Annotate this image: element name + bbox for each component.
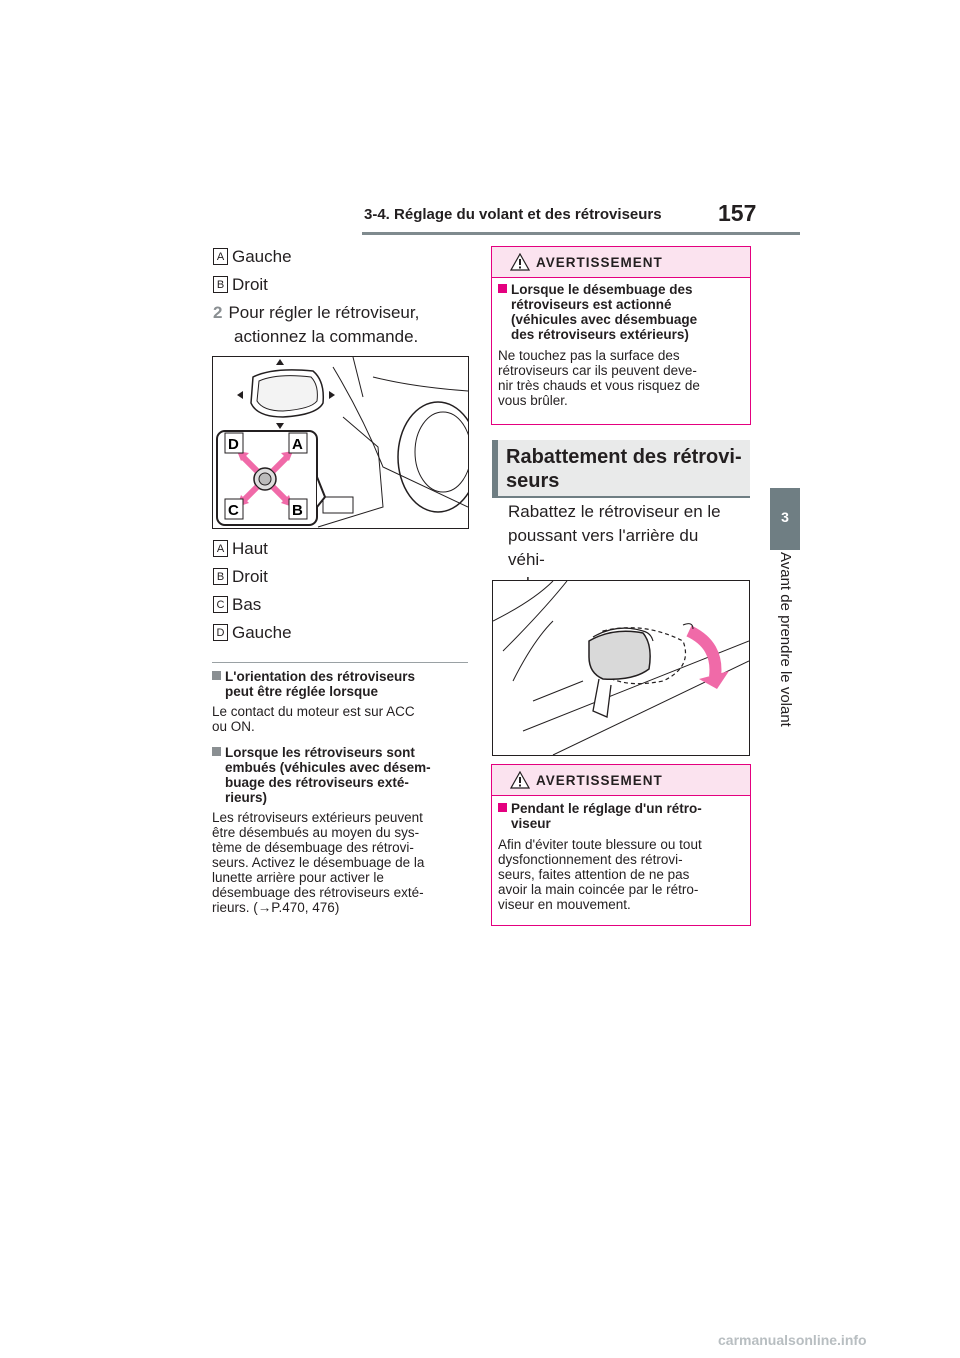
warning-subheading: Pendant le réglage d'un rétro- — [498, 801, 744, 816]
watermark: carmanualsonline.info — [718, 1332, 867, 1348]
chapter-tab-line — [770, 546, 800, 550]
figure-letter: D — [228, 436, 239, 453]
warning-body-line: rétroviseurs car ils peuvent deve- — [498, 363, 697, 378]
warning-subheading: Lorsque le désembuage des — [498, 282, 744, 297]
warning-header — [492, 765, 750, 796]
list-item-text: Droit — [232, 567, 268, 586]
list-item-text: Bas — [232, 595, 262, 614]
page-number: 157 — [718, 200, 757, 226]
mirror-folding-figure — [492, 580, 750, 756]
chapter-label — [774, 552, 798, 772]
section-heading-rule — [492, 496, 750, 498]
label-box: B — [213, 276, 228, 293]
label-box: B — [213, 568, 228, 585]
list-item — [213, 565, 268, 589]
list-item — [213, 245, 292, 269]
step-number: 2 — [213, 303, 223, 322]
figure-letter: B — [292, 502, 303, 519]
list-item — [213, 537, 268, 561]
body-line: Rabattez le rétroviseur en le — [508, 502, 721, 521]
bullet-square-icon — [498, 284, 507, 293]
header-section-title: 3-4. Réglage du volant et des rétroviseurs — [364, 206, 662, 223]
note-block — [212, 745, 474, 915]
warning-triangle-icon — [510, 253, 530, 271]
note-heading-cont: buage des rétroviseurs exté- — [225, 775, 409, 790]
warning-body-line: dysfonctionnement des rétrovi- — [498, 852, 683, 867]
note-heading: Lorsque les rétroviseurs sont — [212, 745, 474, 760]
label-box: D — [213, 624, 228, 641]
warning-subheading-cont: (véhicules avec désembuage — [511, 312, 698, 327]
warning-body-line: avoir la main coincée par le rétro- — [498, 882, 699, 897]
warning-box — [491, 764, 751, 926]
note-heading-cont: embués (véhicules avec désem- — [225, 760, 431, 775]
list-item-text: Haut — [232, 539, 268, 558]
note-body-line: Le contact du moteur est sur ACC — [212, 704, 415, 719]
body-line: poussant vers l'arrière du véhi- — [508, 526, 699, 569]
note-body-line: désembuage des rétroviseurs exté- — [212, 885, 424, 900]
note-block — [212, 669, 472, 734]
mirror-control-figure — [212, 356, 469, 529]
warning-title: AVERTISSEMENT — [536, 773, 663, 788]
chapter-label-text: Avant de prendre le volant — [777, 552, 794, 727]
header-rule — [362, 232, 800, 235]
list-item — [213, 273, 268, 297]
note-body-line: rieurs. (→P.470, 476) — [212, 900, 340, 915]
chapter-number: 3 — [781, 509, 789, 525]
note-body-line: tème de désembuage des rétrovi- — [212, 840, 414, 855]
list-item-text: Droit — [232, 275, 268, 294]
warning-body-line: vous brûler. — [498, 393, 568, 408]
warning-body-line: Ne touchez pas la surface des — [498, 348, 680, 363]
note-heading-cont: peut être réglée lorsque — [225, 684, 379, 699]
note-body-line: Les rétroviseurs extérieurs peuvent — [212, 810, 423, 825]
mirror-control-illustration — [213, 357, 468, 528]
note-body-line: lunette arrière pour activer le — [212, 870, 384, 885]
section-heading-line: seurs — [506, 470, 560, 492]
warning-body-line: nir très chauds et vous risquez de — [498, 378, 700, 393]
note-body-line: ou ON. — [212, 719, 255, 734]
figure-letter: C — [228, 502, 239, 519]
chapter-tab — [770, 488, 800, 546]
section-heading — [506, 445, 746, 493]
note-divider — [212, 662, 468, 663]
warning-subheading-cont: des rétroviseurs extérieurs) — [511, 327, 689, 342]
bullet-square-icon — [498, 803, 507, 812]
warning-box — [491, 246, 751, 425]
mirror-folding-illustration — [493, 581, 749, 755]
label-box: A — [213, 540, 228, 557]
note-body-line: seurs. Activez le désembuage de la — [212, 855, 425, 870]
bullet-square-icon — [212, 671, 221, 680]
warning-subheading-cont: rétroviseurs est actionné — [511, 297, 672, 312]
warning-header — [492, 247, 750, 278]
list-item-text: Gauche — [232, 247, 292, 266]
step-text-line2: actionnez la commande. — [234, 327, 419, 346]
section-heading-line: Rabattement des rétrovi- — [506, 446, 742, 468]
warning-body-line: seurs, faites attention de ne pas — [498, 867, 690, 882]
warning-triangle-icon — [510, 771, 530, 789]
step-text-line1: Pour régler le rétroviseur, — [228, 303, 420, 322]
warning-body-line: Afin d'éviter toute blessure ou tout — [498, 837, 702, 852]
figure-letter: A — [292, 436, 303, 453]
list-item — [213, 621, 292, 645]
warning-title: AVERTISSEMENT — [536, 255, 663, 270]
step-item — [213, 301, 419, 325]
warning-subheading-cont: viseur — [511, 816, 551, 831]
note-body-line: être désembués au moyen du sys- — [212, 825, 420, 840]
label-box: C — [213, 596, 228, 613]
list-item — [213, 593, 261, 617]
bullet-square-icon — [212, 747, 221, 756]
list-item-text: Gauche — [232, 623, 292, 642]
warning-body-line: viseur en mouvement. — [498, 897, 631, 912]
note-heading: L'orientation des rétroviseurs — [212, 669, 472, 684]
label-box: A — [213, 248, 228, 265]
note-heading-cont: rieurs) — [225, 790, 268, 805]
section-heading-bar — [492, 440, 498, 496]
